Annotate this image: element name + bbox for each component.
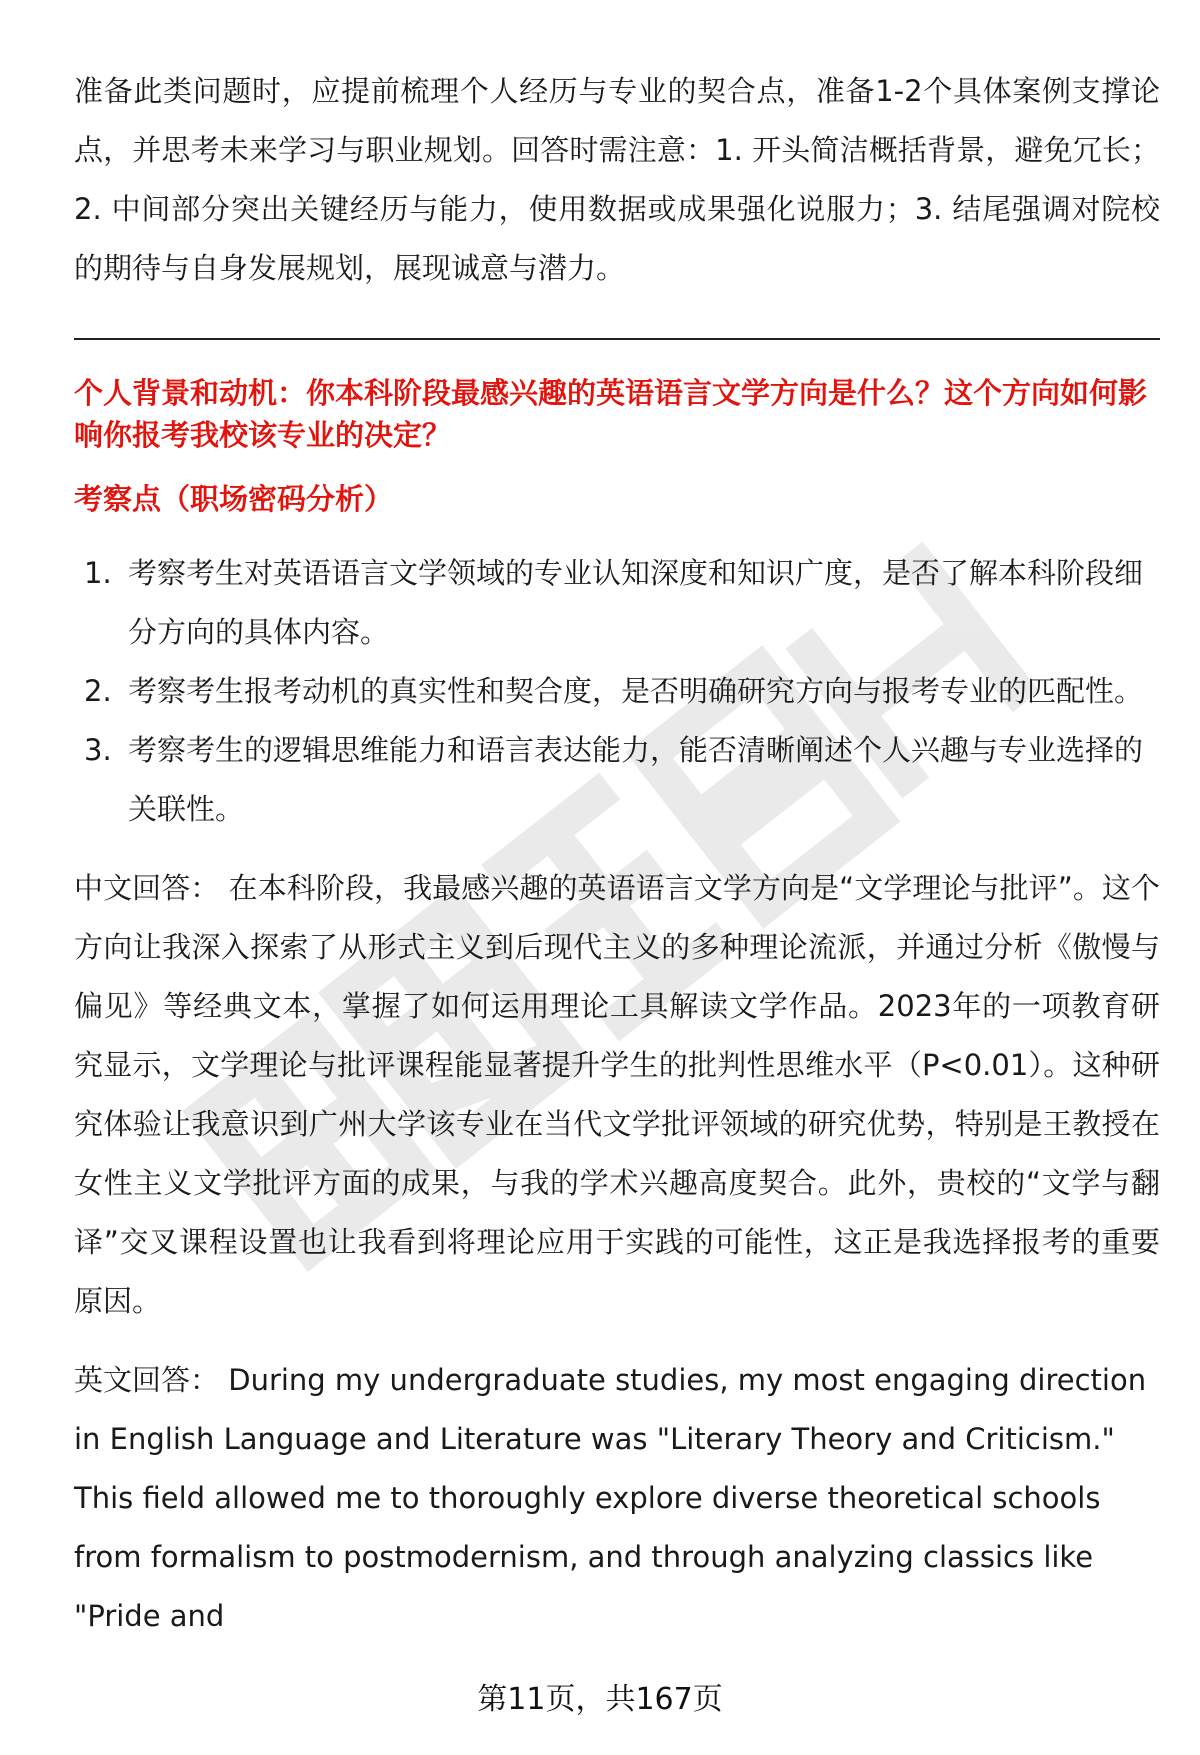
point-text: 考察考生对英语语言文学领域的专业认知深度和知识广度，是否了解本科阶段细分方向的具体内容。 (128, 556, 1144, 649)
assessment-point (74, 721, 1160, 839)
english-answer-label: 英文回答： (74, 1363, 220, 1397)
assessment-heading: 考察点（职场密码分析） (74, 482, 394, 516)
point-number: 2. (84, 674, 112, 708)
assessment-point (74, 662, 1160, 721)
chinese-answer-text: 在本科阶段，我最感兴趣的英语语言文学方向是“文学理论与批评”。这个方向让我深入探索了从形式主义到后现代主义的多种理论流派，并通过分析《傲慢与偏见》等经典文本，掌握了如何运用理论工具解读文学作品。2023年的一项教育研究显示，文学理论与批评课程能显著提升学生的批判性思维水平（P<0.01）。这种研究体验让我意识到广州大学该专业在当代文学批评领域的研究优势，特别是王教授在女性主义文学批评方面的成果，与我的学术兴趣高度契合。此外，贵校的“文学与翻译”交叉课程设置也让我看到将理论应用于实践的可能性，这正是我选择报考的重要原因。 (74, 871, 1160, 1318)
english-answer-text: During my undergraduate studies, my most engaging direction in English Language and Literature was "Literary Theory and Criticism." This field allowed me to thoroughly explore diverse theoretical schools from formalism to postmodernism, and through analyzing classics like "Pride and (74, 1363, 1147, 1633)
english-answer (74, 1351, 1160, 1646)
assessment-point (74, 544, 1160, 662)
point-text: 考察考生报考动机的真实性和契合度，是否明确研究方向与报考专业的匹配性。 (128, 674, 1144, 708)
point-text: 考察考生的逻辑思维能力和语言表达能力，能否清晰阐述个人兴趣与专业选择的关联性。 (128, 733, 1144, 826)
page-number-footer: 第11页，共167页 (477, 1682, 723, 1717)
point-number: 3. (84, 733, 112, 767)
section-divider (74, 338, 1160, 340)
chinese-answer (74, 859, 1160, 1331)
question-heading: 个人背景和动机：你本科阶段最感兴趣的英语语言文学方向是什么？这个方向如何影响你报考我校该专业的决定？ (74, 376, 1148, 452)
intro-paragraph: 准备此类问题时，应提前梳理个人经历与专业的契合点，准备1-2个具体案例支撑论点，并思考未来学习与职业规划。回答时需注意：1. 开头简洁概括背景，避免冗长；2. 中间部分突出关键经历与能力，使用数据或成果强化说服力；3. 结尾强调对院校的期待与自身发展规划，展现诚意与潜力。 (74, 74, 1160, 285)
assessment-points-list (74, 544, 1160, 839)
document-body (74, 62, 1160, 1646)
point-number: 1. (84, 556, 112, 590)
chinese-answer-label: 中文回答： (74, 871, 220, 905)
